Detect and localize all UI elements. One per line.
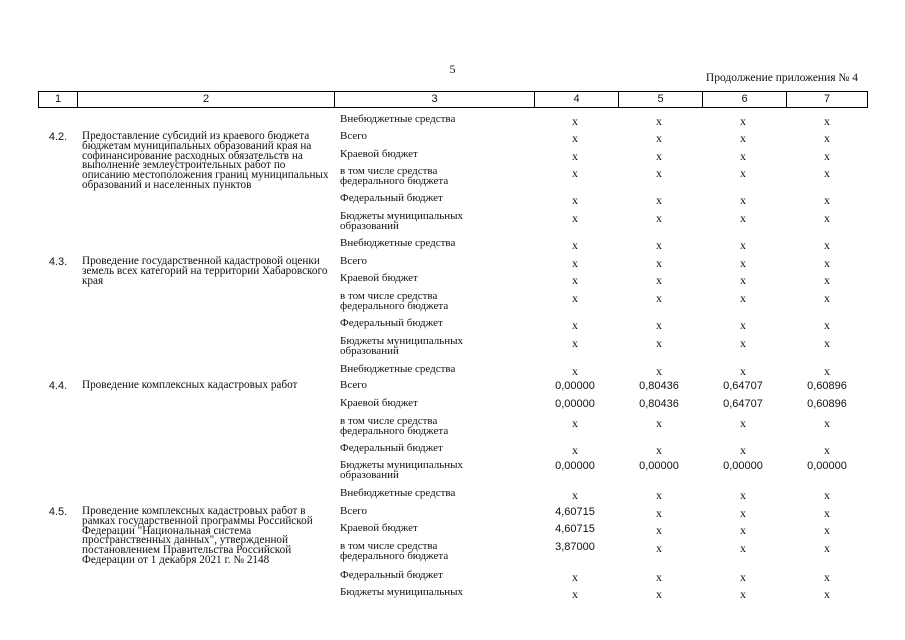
value-cell: х: [824, 149, 830, 163]
funding-source: Бюджеты муниципальных образований: [340, 210, 464, 232]
value-cell: х: [824, 131, 830, 145]
value-cell: х: [740, 364, 746, 378]
funding-source: в том числе средства федерального бюджета: [340, 540, 449, 562]
value-cell: х: [572, 256, 578, 270]
header-cell: 1: [54, 93, 62, 105]
value-cell: х: [740, 587, 746, 601]
value-cell: х: [656, 166, 662, 180]
row-number: 4.2.: [48, 131, 68, 143]
value-cell: х: [824, 166, 830, 180]
value-cell: х: [656, 587, 662, 601]
value-cell: х: [572, 211, 578, 225]
value-cell: х: [740, 336, 746, 350]
value-cell: х: [656, 318, 662, 332]
funding-source: Всего: [340, 379, 367, 391]
value-cell: х: [656, 336, 662, 350]
header-cell: 3: [431, 93, 438, 105]
funding-source: Внебюджетные средства: [340, 363, 456, 375]
value-cell: 0,80436: [639, 380, 679, 392]
value-cell: х: [824, 587, 830, 601]
funding-source: в том числе средства федерального бюджета: [340, 165, 449, 187]
value-cell: х: [572, 238, 578, 252]
value-cell: х: [824, 211, 830, 225]
value-cell: х: [740, 193, 746, 207]
funding-source: в том числе средства федерального бюджета: [340, 415, 449, 437]
funding-source: Краевой бюджет: [340, 397, 418, 409]
value-cell: х: [572, 149, 578, 163]
continuation-label: Продолжение приложения № 4: [705, 72, 858, 84]
row-number: 4.4.: [48, 380, 68, 392]
row-description: Предоставление субсидий из краевого бюджета бюджетам муниципальных образований края на софинансирование расходных обязательств на выполнение землеустроительных работ по описанию местоположения границ муниципальных образований и населенных пунктов: [82, 130, 329, 191]
value-cell: х: [572, 364, 578, 378]
value-cell: х: [740, 114, 746, 128]
funding-source: Всего: [340, 130, 367, 142]
value-cell: 0,60896: [807, 380, 847, 392]
value-cell: х: [824, 291, 830, 305]
value-cell: х: [824, 541, 830, 555]
funding-source: Федеральный бюджет: [340, 569, 443, 581]
value-cell: х: [740, 523, 746, 537]
value-cell: 0,00000: [723, 460, 763, 472]
value-cell: х: [656, 570, 662, 584]
header-cell: 2: [202, 93, 210, 105]
value-cell: х: [572, 193, 578, 207]
value-cell: х: [656, 488, 662, 502]
value-cell: х: [572, 166, 578, 180]
value-cell: х: [824, 318, 830, 332]
funding-source: Федеральный бюджет: [340, 192, 443, 204]
row-description: Проведение государственной кадастровой оценки земель всех категорий на территории Хабаровского края: [82, 255, 328, 287]
value-cell: х: [824, 506, 830, 520]
value-cell: х: [572, 291, 578, 305]
value-cell: 0,60896: [807, 398, 847, 410]
value-cell: х: [824, 256, 830, 270]
value-cell: 0,00000: [555, 380, 595, 392]
value-cell: х: [572, 488, 578, 502]
value-cell: х: [740, 318, 746, 332]
row-description: Проведение комплексных кадастровых работ: [82, 379, 298, 391]
value-cell: х: [572, 443, 578, 457]
value-cell: х: [656, 193, 662, 207]
value-cell: х: [656, 364, 662, 378]
funding-source: Внебюджетные средства: [340, 487, 456, 499]
value-cell: 4,60715: [555, 523, 595, 535]
value-cell: х: [824, 570, 830, 584]
value-cell: х: [572, 114, 578, 128]
value-cell: 3,87000: [555, 541, 595, 553]
funding-source: Федеральный бюджет: [340, 442, 443, 454]
funding-source: Федеральный бюджет: [340, 317, 443, 329]
value-cell: х: [572, 416, 578, 430]
value-cell: х: [740, 416, 746, 430]
value-cell: х: [656, 416, 662, 430]
value-cell: х: [740, 570, 746, 584]
value-cell: х: [656, 523, 662, 537]
funding-source: Внебюджетные средства: [340, 113, 456, 125]
value-cell: х: [656, 149, 662, 163]
value-cell: х: [740, 238, 746, 252]
value-cell: х: [824, 416, 830, 430]
value-cell: х: [656, 291, 662, 305]
value-cell: х: [824, 336, 830, 350]
row-description: Проведение комплексных кадастровых работ в рамках государственной программы Российской Федерации "Национальная система пространственных данных", утвержденной постановлением Правительства Российской Федерации от 1 декабря 2021 г. № 2148: [82, 505, 313, 566]
value-cell: х: [656, 256, 662, 270]
row-number: 4.3.: [48, 256, 68, 268]
value-cell: х: [740, 211, 746, 225]
value-cell: х: [740, 506, 746, 520]
funding-source: Краевой бюджет: [340, 272, 418, 284]
value-cell: 0,64707: [723, 380, 763, 392]
value-cell: х: [824, 488, 830, 502]
value-cell: х: [740, 488, 746, 502]
value-cell: х: [824, 193, 830, 207]
value-cell: х: [572, 587, 578, 601]
value-cell: х: [824, 523, 830, 537]
value-cell: 0,00000: [555, 460, 595, 472]
row-number: 4.5.: [48, 506, 68, 518]
page-number: 5: [449, 62, 456, 76]
value-cell: х: [824, 443, 830, 457]
value-cell: х: [572, 318, 578, 332]
value-cell: х: [656, 541, 662, 555]
value-cell: х: [572, 570, 578, 584]
value-cell: 0,64707: [723, 398, 763, 410]
value-cell: 0,80436: [639, 398, 679, 410]
value-cell: х: [740, 131, 746, 145]
value-cell: х: [824, 273, 830, 287]
funding-source: Всего: [340, 505, 367, 517]
value-cell: х: [824, 238, 830, 252]
value-cell: х: [572, 336, 578, 350]
funding-source: Всего: [340, 255, 367, 267]
value-cell: х: [572, 273, 578, 287]
value-cell: 0,00000: [555, 398, 595, 410]
value-cell: х: [740, 273, 746, 287]
value-cell: х: [656, 131, 662, 145]
value-cell: х: [572, 131, 578, 145]
funding-source: Бюджеты муниципальных образований: [340, 459, 464, 481]
value-cell: 0,00000: [639, 460, 679, 472]
value-cell: х: [824, 114, 830, 128]
funding-source: Бюджеты муниципальных: [340, 586, 464, 598]
header-cell: 4: [573, 93, 580, 105]
funding-source: Внебюджетные средства: [340, 237, 456, 249]
value-cell: х: [824, 364, 830, 378]
table-header: [38, 91, 868, 108]
funding-source: Краевой бюджет: [340, 148, 418, 160]
funding-source: Краевой бюджет: [340, 522, 418, 534]
value-cell: 4,60715: [555, 506, 595, 518]
value-cell: х: [740, 256, 746, 270]
value-cell: х: [656, 238, 662, 252]
value-cell: х: [740, 166, 746, 180]
value-cell: х: [656, 114, 662, 128]
value-cell: 0,00000: [807, 460, 847, 472]
funding-source: Бюджеты муниципальных образований: [340, 335, 464, 357]
funding-source: в том числе средства федерального бюджета: [340, 290, 449, 312]
header-cell: 6: [741, 93, 748, 105]
value-cell: х: [656, 443, 662, 457]
header-cell: 7: [823, 93, 831, 105]
value-cell: х: [740, 291, 746, 305]
header-cell: 5: [657, 93, 664, 105]
value-cell: х: [656, 273, 662, 287]
value-cell: х: [740, 443, 746, 457]
value-cell: х: [740, 541, 746, 555]
value-cell: х: [656, 211, 662, 225]
value-cell: х: [656, 506, 662, 520]
value-cell: х: [740, 149, 746, 163]
